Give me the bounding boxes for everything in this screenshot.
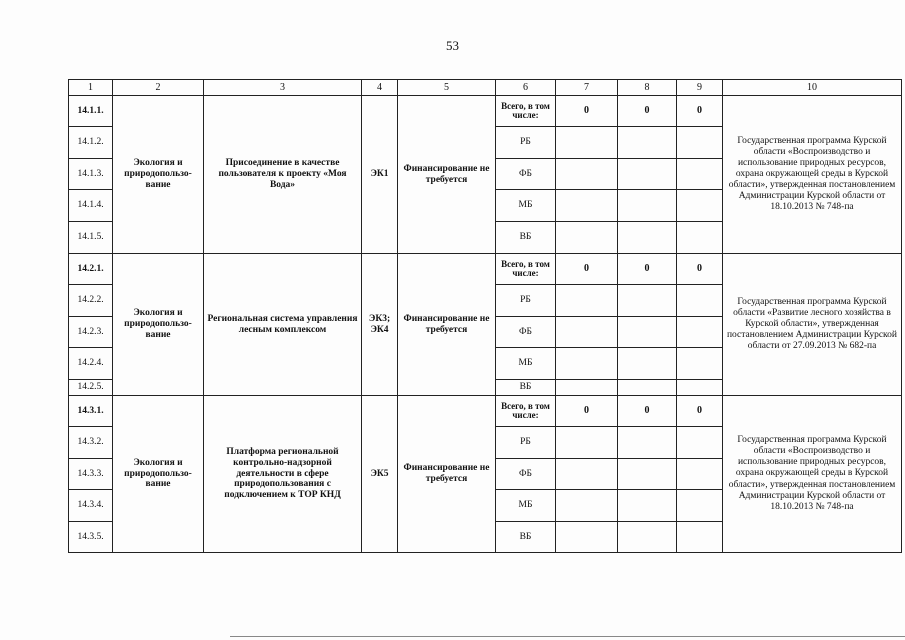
source-label: ВБ (496, 222, 556, 254)
column-header: 9 (677, 80, 723, 96)
area-cell: Экология и природопользо-вание (113, 396, 204, 553)
document-cell: Государственная программа Курской области «Воспроизводство и использование природных ресурсов, охрана окружающей среды в Курской области», утвержденная постановлением Администрации Курской области от 18.10.2013 № 748-па (723, 396, 902, 553)
row-code: 14.2.1. (69, 254, 113, 285)
financing-cell: Финансирование не требуется (398, 254, 496, 396)
column-header: 10 (723, 80, 902, 96)
value-cell (618, 317, 677, 348)
source-label: ВБ (496, 522, 556, 553)
page-number: 53 (446, 38, 459, 53)
column-header: 8 (618, 80, 677, 96)
value-cell (677, 190, 723, 222)
ek-cell: ЭК5 (362, 396, 398, 553)
total-value: 0 (556, 96, 618, 127)
project-cell: Присоединение в качестве пользователя к проекту «Моя Вода» (204, 96, 362, 254)
value-cell (618, 490, 677, 522)
column-header: 1 (69, 80, 113, 96)
value-cell (618, 348, 677, 380)
value-cell (618, 285, 677, 317)
value-cell (677, 317, 723, 348)
value-cell (556, 348, 618, 380)
area-cell: Экология и природопользо-вание (113, 254, 204, 396)
value-cell (618, 459, 677, 490)
value-cell (556, 427, 618, 459)
row-code: 14.3.1. (69, 396, 113, 427)
row-code: 14.1.5. (69, 222, 113, 254)
row-code: 14.2.3. (69, 317, 113, 348)
project-cell: Региональная система управления лесным комплексом (204, 254, 362, 396)
value-cell (677, 427, 723, 459)
row-code: 14.2.4. (69, 348, 113, 380)
value-cell (618, 127, 677, 159)
table-row (69, 396, 902, 427)
value-cell (618, 427, 677, 459)
column-header: 3 (204, 80, 362, 96)
column-header: 4 (362, 80, 398, 96)
row-code: 14.3.5. (69, 522, 113, 553)
source-label: ФБ (496, 159, 556, 190)
source-label: ФБ (496, 459, 556, 490)
row-code: 14.1.2. (69, 127, 113, 159)
table-row (69, 254, 902, 285)
value-cell (677, 127, 723, 159)
total-value: 0 (556, 396, 618, 427)
source-label: МБ (496, 348, 556, 380)
column-header: 7 (556, 80, 618, 96)
column-header: 6 (496, 80, 556, 96)
row-code: 14.3.2. (69, 427, 113, 459)
column-header: 5 (398, 80, 496, 96)
row-code: 14.1.1. (69, 96, 113, 127)
header-row (69, 80, 902, 96)
financing-table (68, 79, 902, 553)
document-cell: Государственная программа Курской области «Воспроизводство и использование природных ресурсов, охрана окружающей среды в Курской области», утвержденная постановлением Администрации Курской области от 18.10.2013 № 748-па (723, 96, 902, 254)
total-label: Всего, в том числе: (496, 254, 556, 285)
total-label: Всего, в том числе: (496, 96, 556, 127)
total-value: 0 (556, 254, 618, 285)
row-code: 14.2.5. (69, 380, 113, 396)
value-cell (618, 222, 677, 254)
value-cell (556, 522, 618, 553)
row-code: 14.3.3. (69, 459, 113, 490)
value-cell (618, 522, 677, 553)
value-cell (618, 380, 677, 396)
bottom-rule (230, 636, 905, 637)
source-label: РБ (496, 427, 556, 459)
table-row (69, 96, 902, 127)
source-label: ВБ (496, 380, 556, 396)
source-label: МБ (496, 490, 556, 522)
total-value: 0 (677, 254, 723, 285)
area-cell: Экология и природопользо-вание (113, 96, 204, 254)
financing-cell: Финансирование не требуется (398, 396, 496, 553)
source-label: МБ (496, 190, 556, 222)
value-cell (677, 285, 723, 317)
value-cell (677, 459, 723, 490)
value-cell (618, 190, 677, 222)
value-cell (677, 380, 723, 396)
source-label: ФБ (496, 317, 556, 348)
value-cell (556, 380, 618, 396)
document-cell: Государственная программа Курской области «Развитие лесного хозяйства в Курской области», утвержденная постановлением Администрации Курской области от 27.09.2013 № 682-па (723, 254, 902, 396)
total-value: 0 (618, 254, 677, 285)
value-cell (677, 348, 723, 380)
total-label: Всего, в том числе: (496, 396, 556, 427)
value-cell (677, 522, 723, 553)
ek-cell: ЭК1 (362, 96, 398, 254)
value-cell (556, 459, 618, 490)
value-cell (556, 490, 618, 522)
value-cell (556, 222, 618, 254)
value-cell (677, 159, 723, 190)
value-cell (556, 127, 618, 159)
source-label: РБ (496, 127, 556, 159)
total-value: 0 (677, 396, 723, 427)
total-value: 0 (618, 96, 677, 127)
value-cell (677, 490, 723, 522)
value-cell (556, 285, 618, 317)
source-label: РБ (496, 285, 556, 317)
row-code: 14.3.4. (69, 490, 113, 522)
value-cell (556, 317, 618, 348)
total-value: 0 (618, 396, 677, 427)
row-code: 14.1.3. (69, 159, 113, 190)
financing-cell: Финансирование не требуется (398, 96, 496, 254)
value-cell (618, 159, 677, 190)
value-cell (677, 222, 723, 254)
total-value: 0 (677, 96, 723, 127)
value-cell (556, 159, 618, 190)
project-cell: Платформа региональной контрольно-надзорной деятельности в сфере природопользования с подключением к ТОР КНД (204, 396, 362, 553)
row-code: 14.1.4. (69, 190, 113, 222)
value-cell (556, 190, 618, 222)
column-header: 2 (113, 80, 204, 96)
ek-cell: ЭК3; ЭК4 (362, 254, 398, 396)
row-code: 14.2.2. (69, 285, 113, 317)
